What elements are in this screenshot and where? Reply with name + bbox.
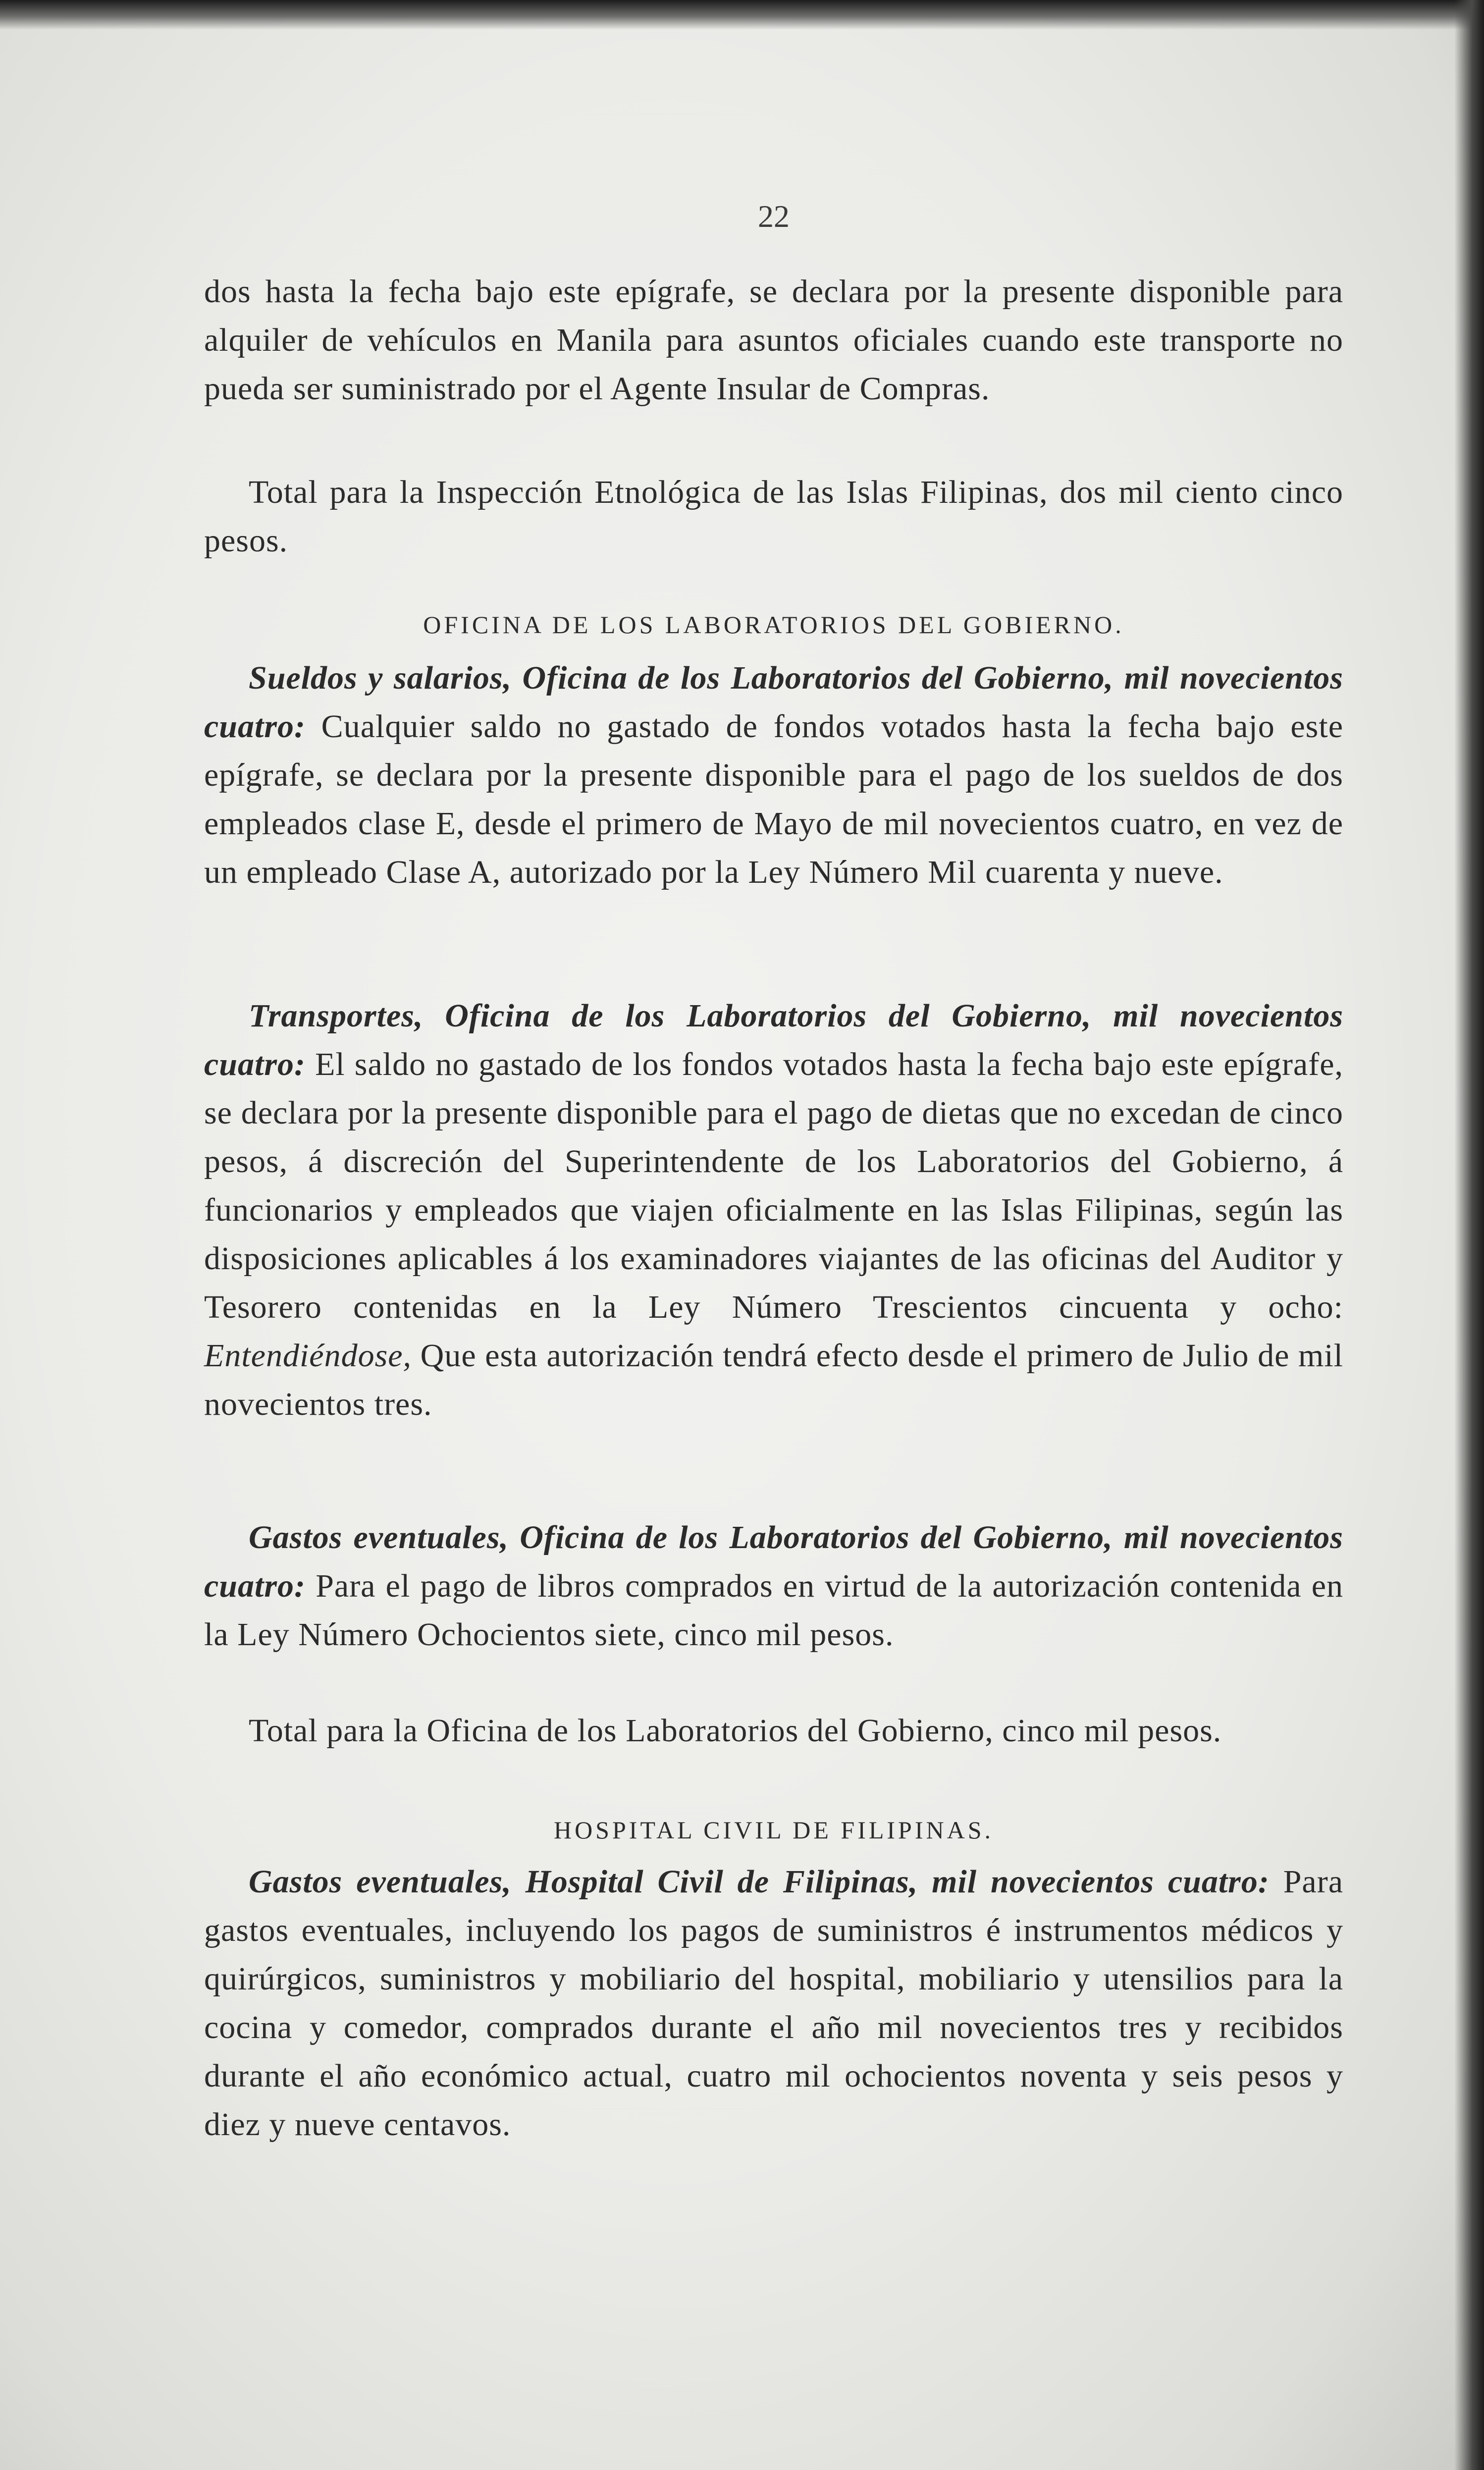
paragraph-text: dos hasta la fecha bajo este epígrafe, se declara por la presente disponible para alquiler de vehículos en Manila para asuntos oficiales cuando este transporte no pueda ser suministrado por el Agente Insular de Compras. bbox=[204, 273, 1343, 407]
paragraph-text: Cualquier saldo no gastado de fondos votados hasta la fecha bajo este epígrafe, se declara por la presente disponible para el pago de los sueldos de dos empleados clase E, desde el primero de Mayo de mil novecientos cuatro, en vez de un empleado Clase A, autorizado por la Ley Número Mil cuarenta y nueve. bbox=[204, 708, 1343, 890]
paragraph-text-end: Que esta autorización tendrá efecto desde el primero de Julio de mil novecientos tres. bbox=[204, 1338, 1343, 1422]
scan-right-shadow bbox=[1454, 0, 1484, 2470]
paragraph-text: Para gastos eventuales, incluyendo los pagos de suministros é instrumentos médicos y quirúrgicos, suministros y mobiliario del hospital, mobiliario y utensilios para la cocina y comedor, comprados durante el año mil novecientos tres y recibidos durante el año económico actual, cuatro mil ochocientos noventa y seis pesos y diez y nueve centavos. bbox=[204, 1864, 1343, 2143]
section-heading-hospital: HOSPITAL CIVIL DE FILIPINAS. bbox=[553, 1816, 994, 1844]
paragraph-lead: Sueldos y salarios, Oficina de los Laboratorios del Gobierno, mil novecientos cuatro: bbox=[204, 660, 1343, 745]
paragraph-proviso: Entendiéndose, bbox=[204, 1338, 412, 1374]
paragraph-lead: Transportes, Oficina de los Laboratorios del Gobierno, mil novecientos cuatro: bbox=[204, 998, 1343, 1082]
paragraph-transportes bbox=[204, 992, 1343, 1429]
paragraph-lead: Gastos eventuales, Hospital Civil de Filipinas, mil novecientos cuatro: bbox=[249, 1864, 1270, 1900]
paragraph-gastos-laboratorios bbox=[204, 1513, 1343, 1659]
paragraph-sueldos bbox=[204, 654, 1343, 897]
paragraph-text: El saldo no gastado de los fondos votados hasta la fecha bajo este epígrafe, se declara por la presente disponible para el pago de dietas que no excedan de cinco pesos, á discreción del Superintendente de los Laboratorios del Gobierno, á funcionarios y empleados que viajen oficialmente en las Islas Filipinas, según las disposiciones aplicables á los examinadores viajantes de las oficinas del Auditor y Tesorero contenidas en la Ley Número Trescientos cincuenta y ocho: bbox=[204, 1046, 1343, 1325]
section-heading-laboratorios: OFICINA DE LOS LABORATORIOS DEL GOBIERNO. bbox=[423, 611, 1124, 639]
scan-top-shadow bbox=[0, 0, 1484, 30]
paragraph-total-etnologica bbox=[204, 468, 1343, 565]
paragraph-gastos-hospital bbox=[204, 1858, 1343, 2149]
paragraph-text: Para el pago de libros comprados en virtud de la autorización contenida en la Ley Número Ochocientos siete, cinco mil pesos. bbox=[204, 1568, 1343, 1653]
paragraph-text: Total para la Inspección Etnológica de las Islas Filipinas, dos mil ciento cinco pesos. bbox=[204, 474, 1343, 559]
paragraph-lead: Gastos eventuales, Oficina de los Laboratorios del Gobierno, mil novecientos cuatro: bbox=[204, 1519, 1343, 1604]
page-number: 22 bbox=[758, 199, 790, 234]
paragraph-text: Total para la Oficina de los Laboratorios del Gobierno, cinco mil pesos. bbox=[249, 1713, 1222, 1749]
paragraph-total-laboratorios bbox=[204, 1707, 1343, 1755]
paragraph-continuation bbox=[204, 268, 1343, 413]
